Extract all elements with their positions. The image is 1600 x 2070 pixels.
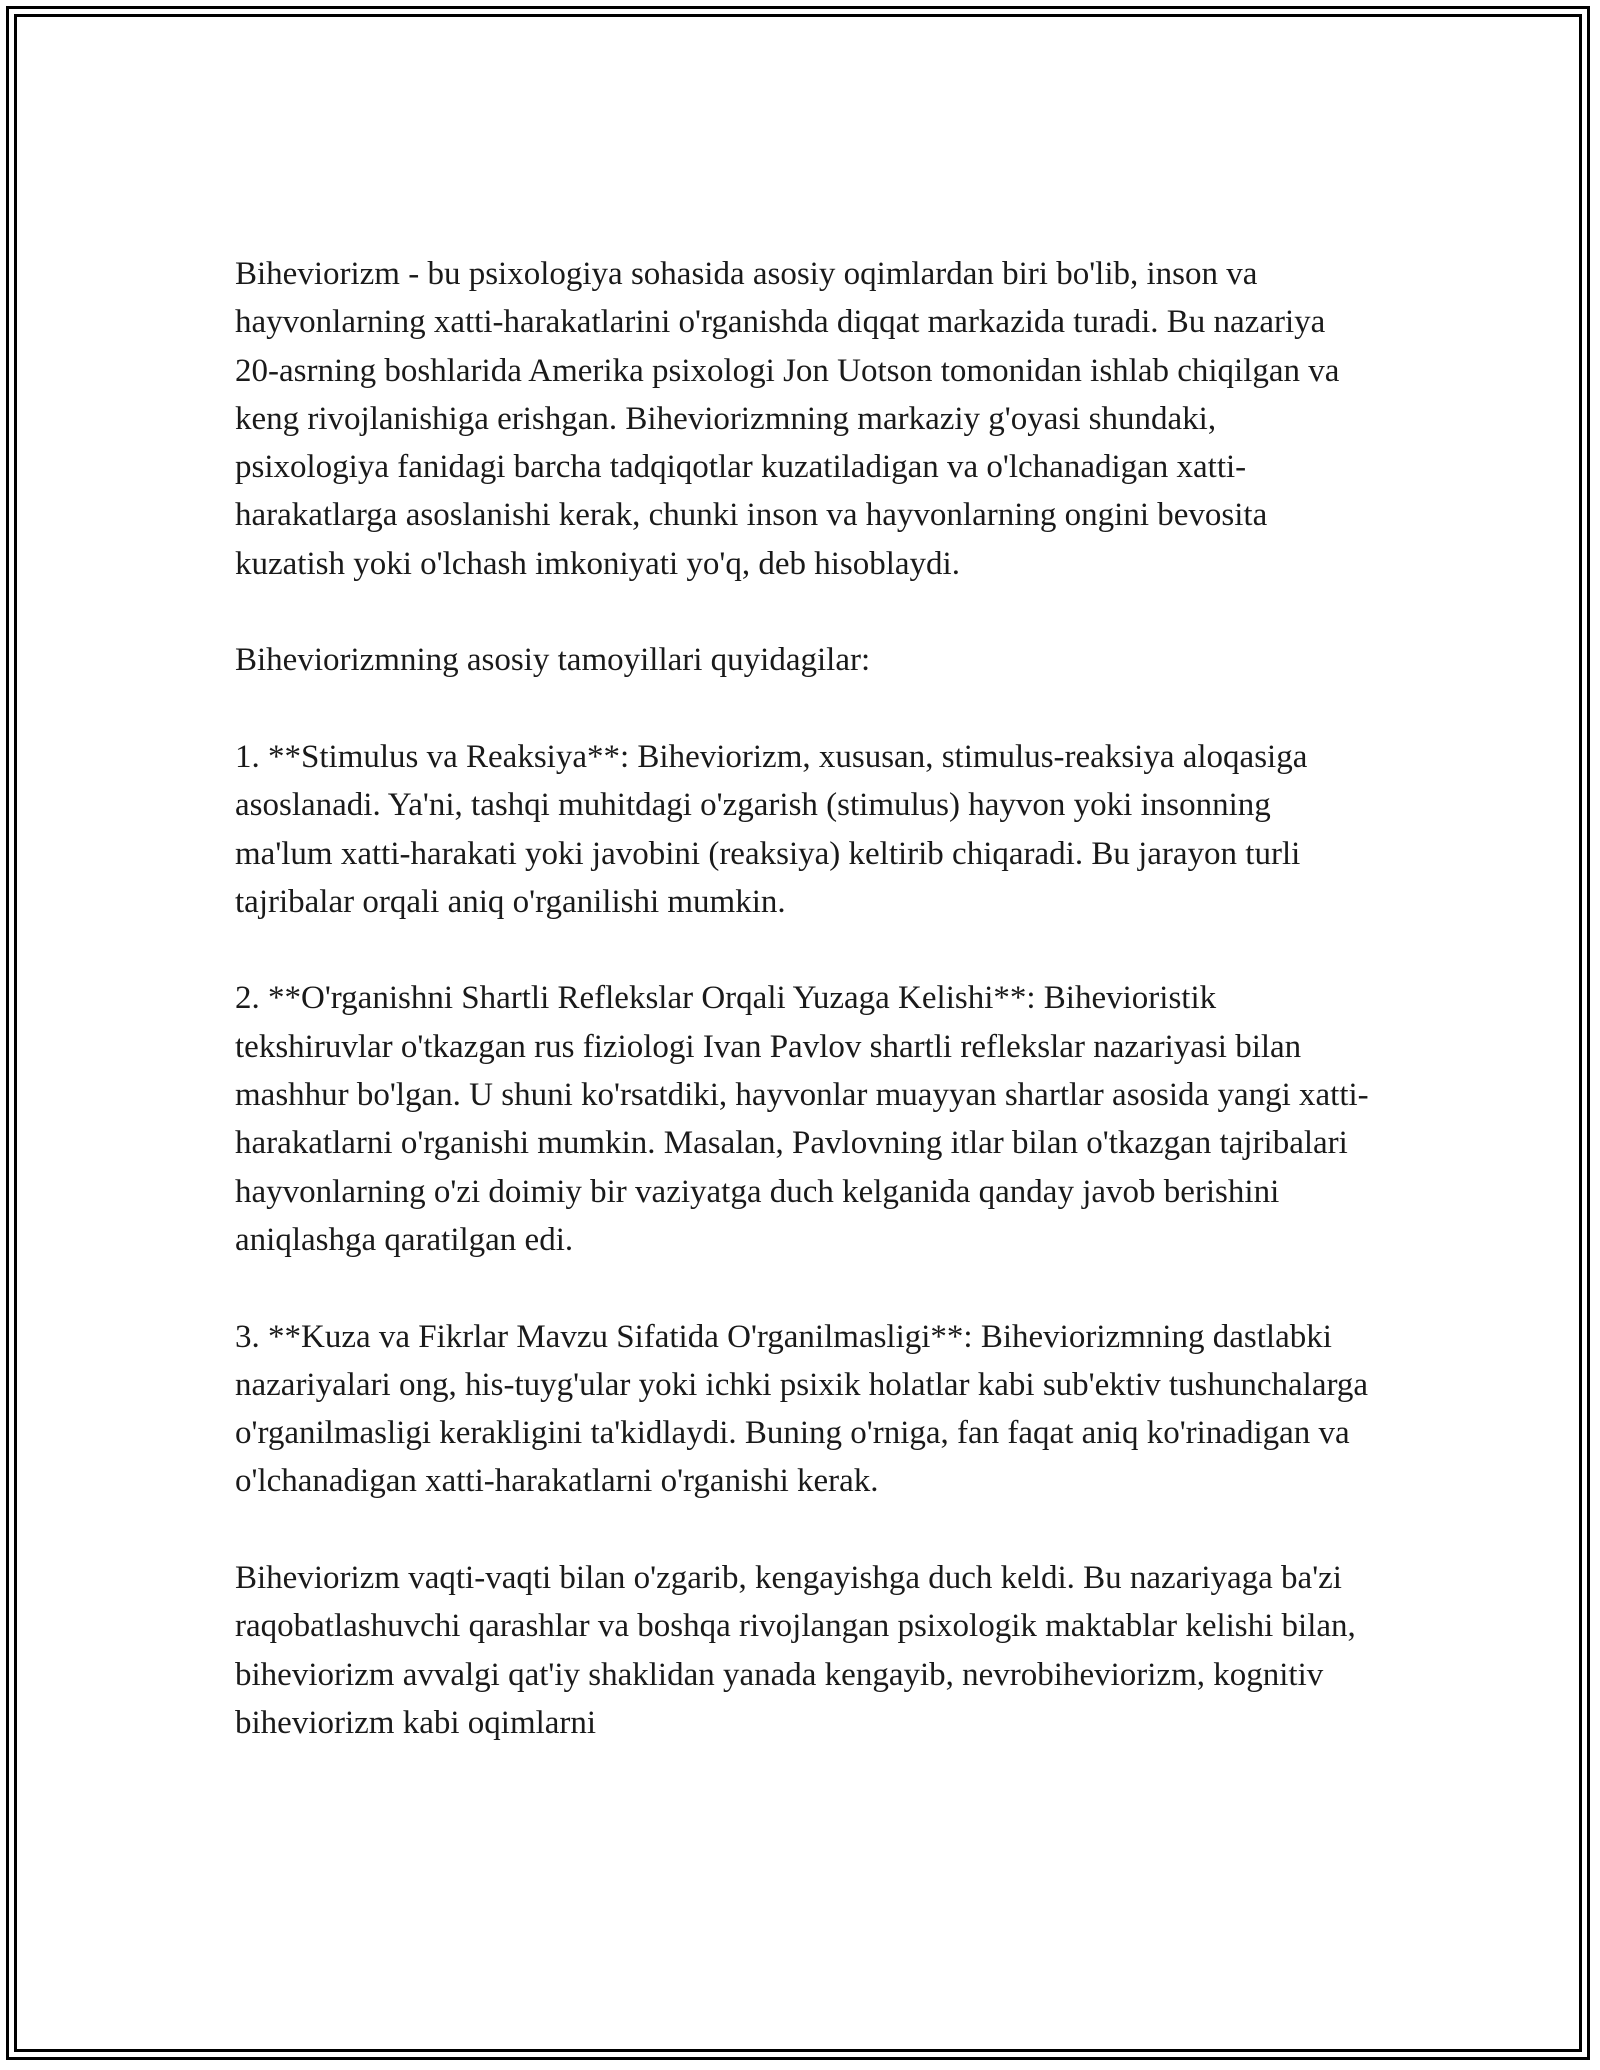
- principle-3-paragraph: 3. **Kuza va Fikrlar Mavzu Sifatida O'rganilmasligi**: Biheviorizmning dastlabki nazariyalari ong, his-tuyg'ular yoki ichki psixik holatlar kabi sub'ektiv tushunchalarga o'rganilmasligi kerakligini ta'kidlaydi. Buning o'rniga, fan faqat aniq ko'rinadigan va o'lchanadigan xatti-harakatlarni o'rganishi kerak.: [235, 1318, 1369, 1500]
- principle-1-paragraph: 1. **Stimulus va Reaksiya**: Biheviorizm, xususan, stimulus-reaksiya aloqasiga asoslanadi. Ya'ni, tashqi muhitdagi o'zgarish (stimulus) hayvon yoki insonning ma'lum xatti-harakati yoki javobini (reaksiya) keltirib chiqaradi. Bu jarayon turli tajribalar orqali aniq o'rganilishi mumkin.: [235, 738, 1308, 920]
- intro-paragraph: Biheviorizm - bu psixologiya sohasida asosiy oqimlardan biri bo'lib, inson va hayvonlarning xatti-harakatlarini o'rganishda diqqat markazida turadi. Bu nazariya 20-asrning boshlarida Amerika psixologi Jon Uotson tomonidan ishlab chiqilgan va keng rivojlanishiga erishgan. Biheviorizmning markaziy g'oyasi shundaki, psixologiya fanidagi barcha tadqiqotlar kuzatiladigan va o'lchanadigan xatti-harakatlarga asoslanishi kerak, chunki inson va hayvonlarning ongini bevosita kuzatish yoki o'lchash imkoniyati yo'q, deb hisoblaydi.: [235, 256, 1340, 582]
- principle-2-paragraph: 2. **O'rganishni Shartli Reflekslar Orqali Yuzaga Kelishi**: Bihevioristik tekshiruvlar o'tkazgan rus fiziologi Ivan Pavlov shartli reflekslar nazariyasi bilan mashhur bo'lgan. U shuni ko'rsatdiki, hayvonlar muayyan shartlar asosida yangi xatti-harakatlarni o'rganishi mumkin. Masalan, Pavlovning itlar bilan o'tkazgan tajribalari hayvonlarning o'zi doimiy bir vaziyatga duch kelganida qanday javob berishini aniqlashga qaratilgan edi.: [235, 980, 1369, 1258]
- principles-heading-paragraph: Biheviorizmning asosiy tamoyillari quyidagilar:: [235, 642, 871, 679]
- conclusion-paragraph: Biheviorizm vaqti-vaqti bilan o'zgarib, kengayishga duch keldi. Bu nazariyaga ba'zi raqobatlashuvchi qarashlar va boshqa rivojlangan psixologik maktablar kelishi bilan, biheviorizm avvalgi qat'iy shaklidan yanada kengayib, nevrobiheviorizm, kognitiv biheviorizm kabi oqimlarni: [235, 1560, 1356, 1741]
- document-body: [235, 250, 1375, 1796]
